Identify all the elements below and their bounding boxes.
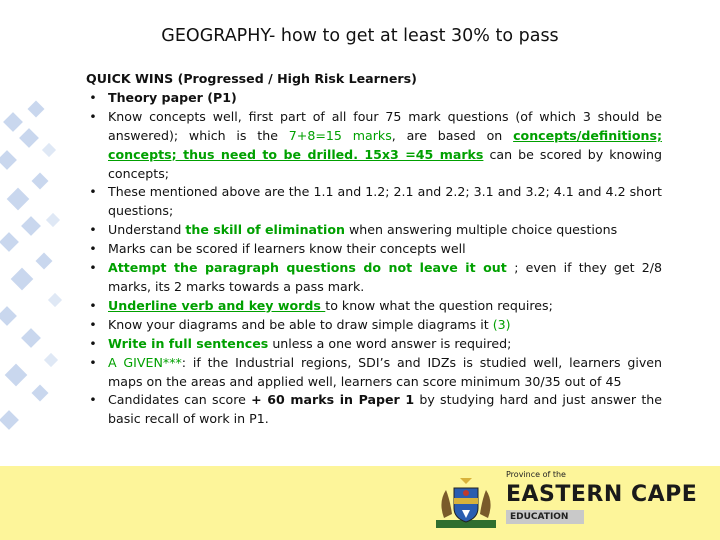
bullet-text-segment: These mentioned above are the 1.1 and 1.2; 2.1 and 2.2; 3.1 and 3.2; 4.1 and 4.2 short questions; (108, 184, 662, 219)
bullet-text-segment: A GIVEN*** (108, 354, 182, 370)
eastern-cape-education-logo (434, 470, 698, 532)
bullet-dot: • (89, 222, 97, 238)
bullet-item (86, 89, 662, 108)
bullet-item (86, 335, 662, 354)
bullet-dot: • (89, 184, 97, 200)
bullet-text-segment: concepts/definitions; concepts; thus need to be drilled. 15x3 =45 marks (108, 127, 662, 162)
content-body (86, 70, 662, 429)
bullet-dot: • (89, 108, 97, 124)
bullet-text-segment: by studying hard and just answer the basic recall of work in P1. (108, 392, 663, 427)
bullet-text-segment: , are based on (391, 127, 514, 143)
bullet-text-segment: Attempt the paragraph questions do not leave it out (108, 260, 515, 276)
bullet-text-segment: can be scored by knowing concepts; (108, 146, 662, 181)
bullet-text-segment: : if the Industrial regions, SDI’s and IDZs is studied well, learners given maps on the areas and applied well, learners can score minimum 30/35 out of 45 (108, 354, 662, 389)
bullet-dot: • (89, 392, 97, 408)
bullet-item (86, 183, 662, 221)
bullet-dot: • (89, 297, 97, 313)
bullet-dot: • (89, 89, 97, 105)
decorative-square-pattern (0, 95, 80, 455)
bullet-text-segment: Theory paper (P1) (108, 89, 237, 105)
bullet-item (86, 259, 662, 297)
bullet-text-segment: 7+8=15 marks (288, 127, 392, 143)
bullet-item (86, 240, 662, 259)
bullet-list (86, 89, 662, 429)
bullet-text-segment: Write in full sentences (108, 335, 269, 351)
bullet-text-segment: + 60 marks in Paper 1 (251, 392, 415, 408)
bullet-item (86, 316, 662, 335)
bullet-dot: • (89, 260, 97, 276)
bullet-text-segment: the skill of elimination (185, 222, 345, 238)
bullet-item (86, 354, 662, 392)
bullet-text-segment: Underline verb and key words (108, 297, 326, 313)
bullet-dot: • (89, 316, 97, 332)
page-title: GEOGRAPHY- how to get at least 30% to pass (161, 26, 559, 46)
bullet-text-segment: ; even if they get 2/8 marks, its 2 marks towards a pass mark. (108, 260, 662, 294)
logo-subtitle: EDUCATION (510, 512, 569, 522)
logo-small-text: Province of the (506, 470, 566, 479)
bullet-text-segment: Know concepts well, first part of all four 75 mark questions (of which 3 should be answered); which is the (108, 108, 662, 143)
bullet-text-segment: (3) (492, 316, 511, 332)
section-heading: QUICK WINS (Progressed / High Risk Learners) (86, 71, 417, 86)
bullet-text-segment: Marks can be scored if learners know their concepts well (108, 241, 466, 257)
logo-title: EASTERN CAPE (506, 482, 698, 507)
bullet-dot: • (89, 335, 97, 351)
bullet-text-segment: Know your diagrams and be able to draw simple diagrams it (108, 316, 493, 332)
bullet-item (86, 221, 662, 240)
bullet-text-segment: Candidates can score (108, 392, 252, 408)
bullet-item (86, 297, 662, 316)
bullet-text-segment: to know what the question requires; (325, 297, 553, 313)
bullet-text-segment: unless a one word answer is required; (268, 335, 512, 351)
bullet-dot: • (89, 354, 97, 370)
bullet-dot: • (89, 241, 97, 257)
bullet-item (86, 108, 662, 184)
coat-of-arms-icon (434, 474, 498, 532)
bullet-item (86, 391, 662, 429)
bullet-text-segment: Understand (108, 222, 186, 238)
bullet-text-segment: when answering multiple choice questions (345, 222, 618, 238)
